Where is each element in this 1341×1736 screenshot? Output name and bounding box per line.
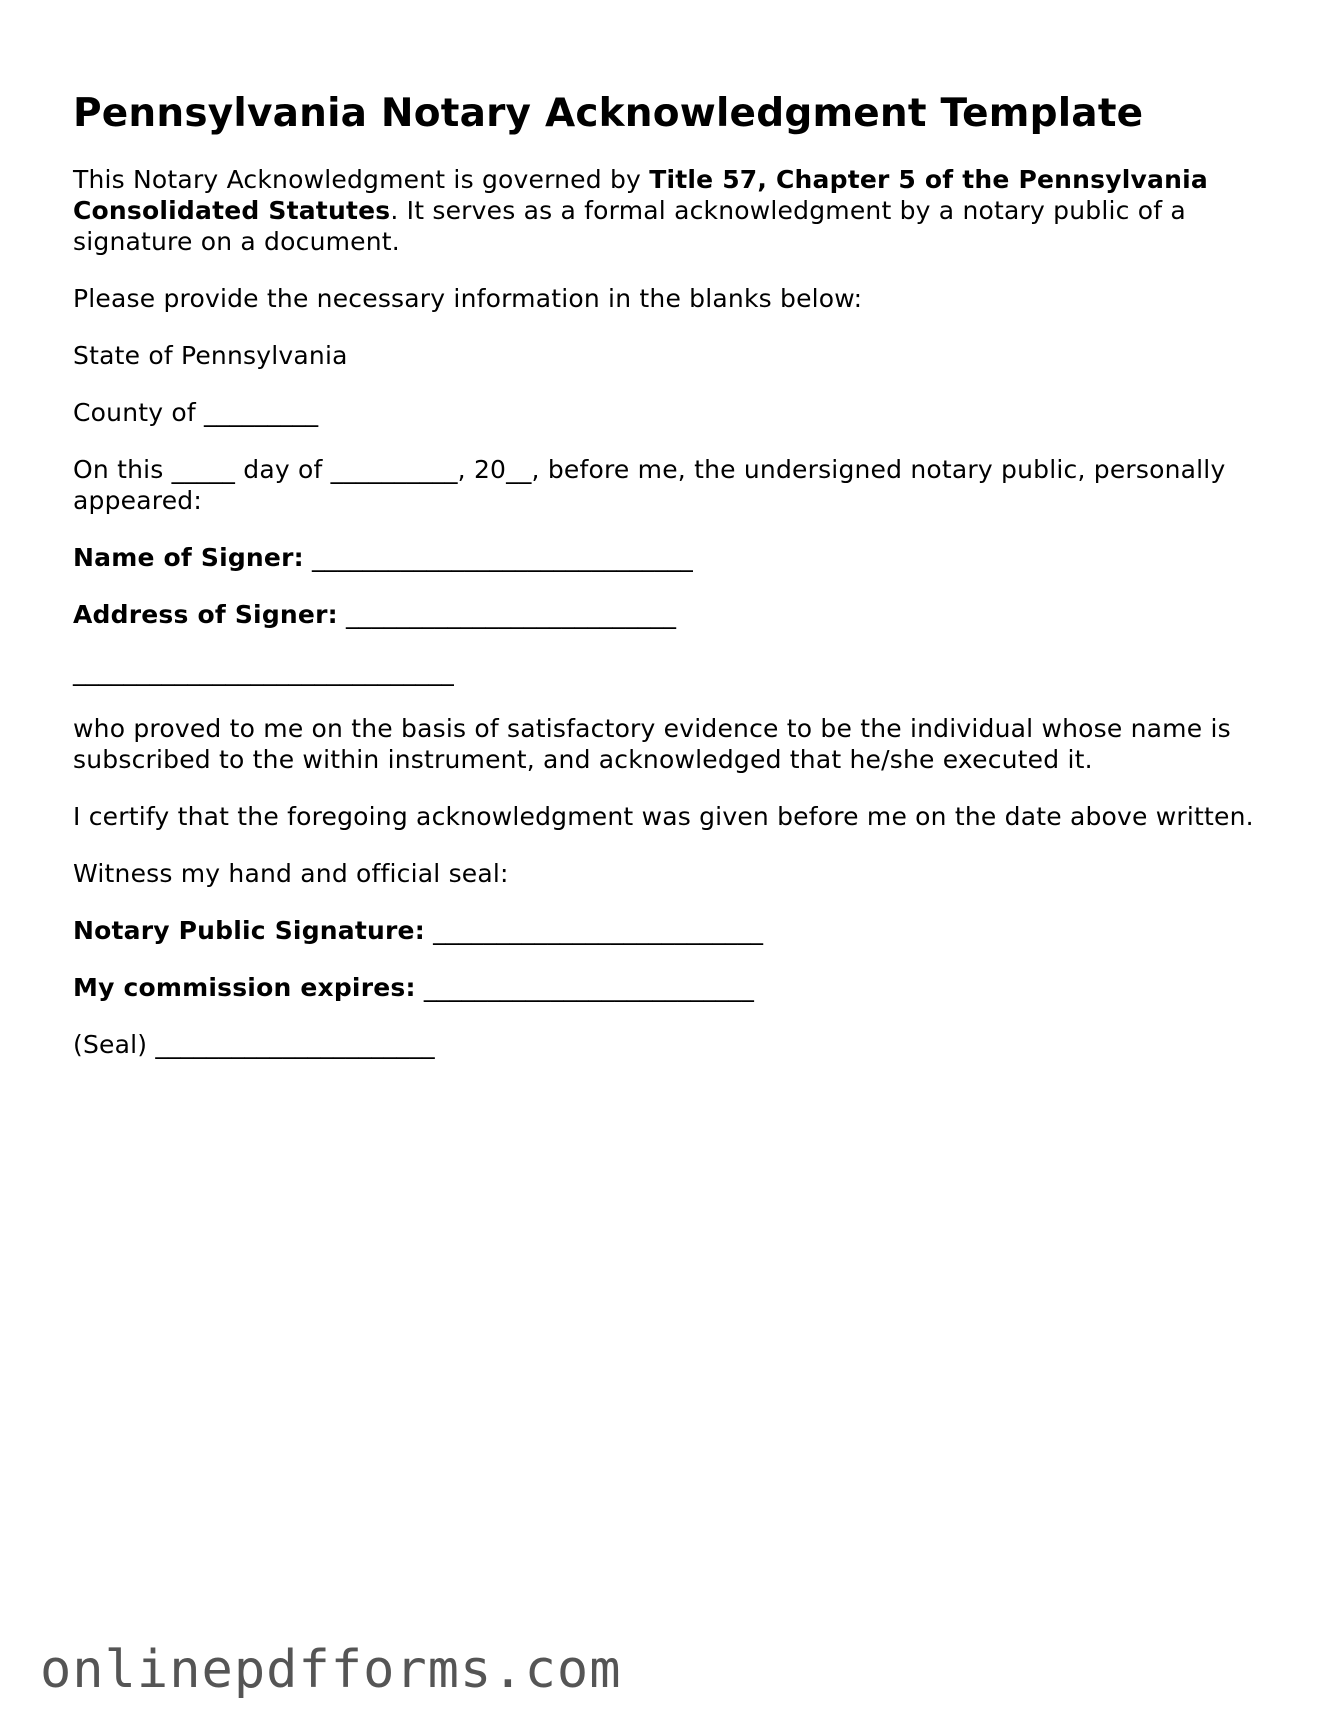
witness-statement: Witness my hand and official seal: <box>73 859 509 888</box>
signer-address-line-2[interactable]: ______________________________ <box>73 657 454 686</box>
commission-expires-blank[interactable]: __________________________ <box>423 973 755 1002</box>
proof-statement: who proved to me on the basis of satisfactory evidence to be the individual whose name is subscribed to the within instrument, and acknowledged that he/she executed it. <box>73 714 1231 774</box>
commission-expires-field[interactable] <box>73 972 1273 1003</box>
instructions: Please provide the necessary information in the blanks below: <box>73 284 863 313</box>
signer-name-blank[interactable]: ______________________________ <box>311 543 693 572</box>
document-page <box>73 88 1273 1086</box>
intro-text-end: . It serves as a formal acknowledgment by a notary public of a signature on a document. <box>73 196 1186 256</box>
seal-field[interactable]: (Seal) ______________________ <box>73 1030 435 1059</box>
signer-name-label: Name of Signer: <box>73 543 304 572</box>
page-title: Pennsylvania Notary Acknowledgment Template <box>73 91 1144 136</box>
signer-address-blank[interactable]: __________________________ <box>345 600 677 629</box>
intro-text-start: This Notary Acknowledgment is governed by <box>73 165 650 194</box>
state-line: State of Pennsylvania <box>73 341 348 370</box>
intro-paragraph <box>73 164 1273 257</box>
site-watermark: onlinepdfforms.com <box>40 1640 622 1700</box>
notary-signature-blank[interactable]: __________________________ <box>433 916 764 945</box>
signer-address-label: Address of Signer: <box>73 600 338 629</box>
certification-statement: I certify that the foregoing acknowledgment was given before me on the date above written. <box>73 802 1254 831</box>
signer-name-field[interactable] <box>73 542 1273 573</box>
statute-reference: Title 57, Chapter 5 of the Pennsylvania Consolidated Statutes <box>73 165 1208 225</box>
date-line[interactable]: On this _____ day of __________, 20__, before me, the undersigned notary public, personally appeared: <box>73 455 1226 515</box>
notary-signature-label: Notary Public Signature: <box>73 916 425 945</box>
county-field[interactable]: County of _________ <box>73 398 319 427</box>
notary-signature-field[interactable] <box>73 915 1273 946</box>
signer-address-field[interactable] <box>73 599 1273 630</box>
commission-expires-label: My commission expires: <box>73 973 416 1002</box>
